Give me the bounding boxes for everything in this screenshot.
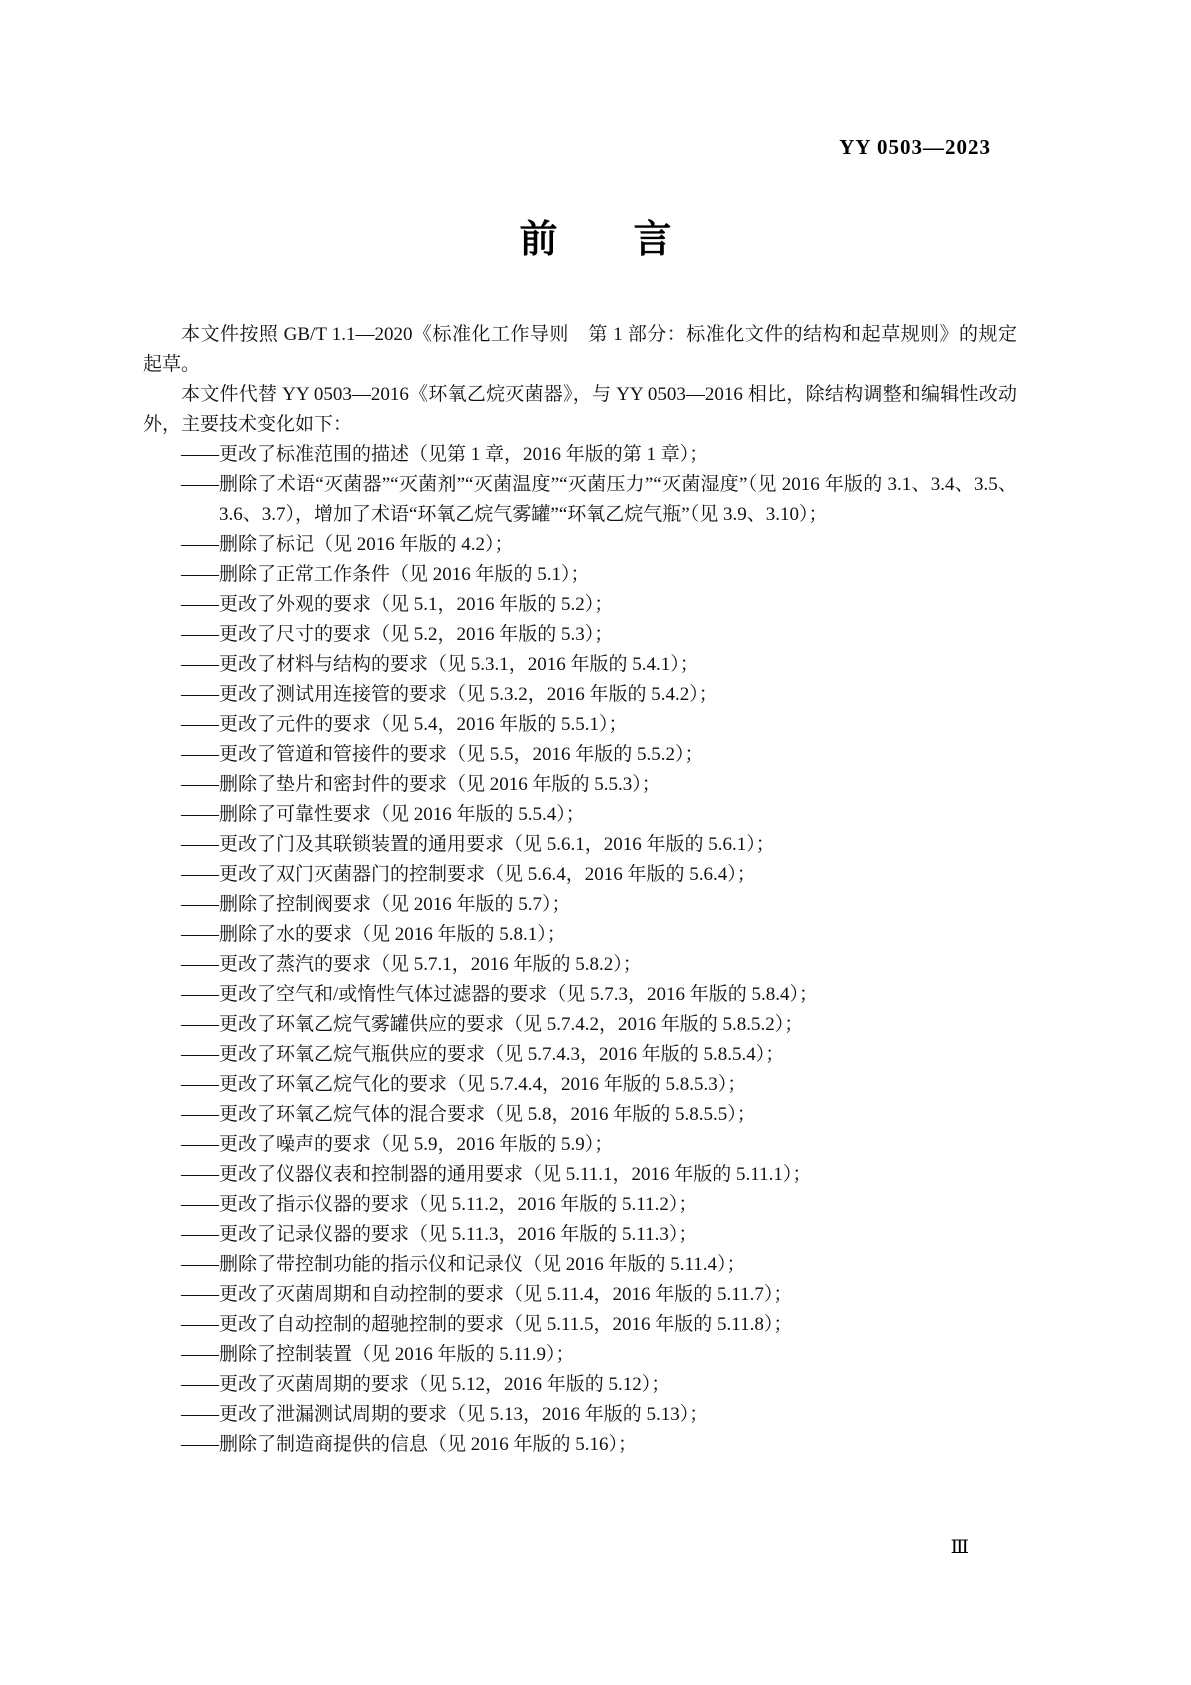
change-item [143,1370,1017,1400]
change-item-text: 更改了元件的要求（见 5.4，2016 年版的 5.5.1）； [219,714,628,735]
dash-marker: —— [181,1434,219,1455]
dash-marker: —— [181,594,219,615]
change-item [143,1010,1017,1040]
dash-marker: —— [181,684,219,705]
changes-list [143,440,1017,1460]
change-item [143,1310,1017,1340]
change-item [143,530,1017,560]
dash-marker: —— [181,654,219,675]
change-item [143,470,1017,530]
dash-marker: —— [181,834,219,855]
change-item-text: 删除了水的要求（见 2016 年版的 5.8.1）； [219,924,566,945]
dash-marker: —— [181,894,219,915]
change-item [143,710,1017,740]
change-item [143,650,1017,680]
change-item [143,1040,1017,1070]
change-item-text: 删除了标记（见 2016 年版的 4.2）； [219,534,514,555]
change-item [143,830,1017,860]
dash-marker: —— [181,1014,219,1035]
change-item-text: 删除了垫片和密封件的要求（见 2016 年版的 5.5.3）； [219,774,661,795]
dash-marker: —— [181,864,219,885]
change-item-text: 更改了灭菌周期的要求（见 5.12，2016 年版的 5.12）； [219,1374,671,1395]
dash-marker: —— [181,564,219,585]
change-item [143,1220,1017,1250]
change-item [143,1340,1017,1370]
change-item-text: 更改了空气和/或惰性气体过滤器的要求（见 5.7.3，2016 年版的 5.8.4）； [219,984,819,1005]
change-item-text: 更改了泄漏测试周期的要求（见 5.13，2016 年版的 5.13）； [219,1404,709,1425]
change-item-text: 删除了可靠性要求（见 2016 年版的 5.5.4）； [219,804,585,825]
dash-marker: —— [181,1374,219,1395]
dash-marker: —— [181,1164,219,1185]
change-item-text: 更改了指示仪器的要求（见 5.11.2，2016 年版的 5.11.2）； [219,1194,698,1215]
page-number: Ⅲ [950,1537,969,1558]
change-item [143,440,1017,470]
dash-marker: —— [181,924,219,945]
change-item-text: 删除了控制阀要求（见 2016 年版的 5.7）； [219,894,571,915]
dash-marker: —— [181,1284,219,1305]
dash-marker: —— [181,744,219,765]
change-item [143,1190,1017,1220]
dash-marker: —— [181,1194,219,1215]
intro-paragraph-1: 本文件按照 GB/T 1.1—2020《标准化工作导则 第 1 部分：标准化文件的结构和起草规则》的规定起草。 [143,324,1017,375]
change-item-text: 删除了带控制功能的指示仪和记录仪（见 2016 年版的 5.11.4）； [219,1254,746,1275]
dash-marker: —— [181,954,219,975]
change-item [143,800,1017,830]
change-item-text: 更改了管道和管接件的要求（见 5.5，2016 年版的 5.5.2）； [219,744,704,765]
change-item [143,1400,1017,1430]
dash-marker: —— [181,774,219,795]
change-item [143,1130,1017,1160]
change-item [143,980,1017,1010]
change-item-text: 更改了环氧乙烷气雾罐供应的要求（见 5.7.4.2，2016 年版的 5.8.5.2）； [219,1014,804,1035]
document-body [143,320,1017,1460]
change-item-text: 更改了测试用连接管的要求（见 5.3.2，2016 年版的 5.4.2）； [219,684,718,705]
change-item-text: 删除了控制装置（见 2016 年版的 5.11.9）； [219,1344,575,1365]
change-item-text: 删除了术语“灭菌器”“灭菌剂”“灭菌温度”“灭菌压力”“灭菌湿度”（见 2016 年版的 3.1、3.4、3.5、3.6、3.7），增加了术语“环氧乙烷气雾罐”“环氧乙烷气瓶”（见 3.9、3.10）； [219,474,1017,525]
dash-marker: —— [181,1254,219,1275]
change-item [143,560,1017,590]
change-item-text: 更改了灭菌周期和自动控制的要求（见 5.11.4，2016 年版的 5.11.7）； [219,1284,793,1305]
dash-marker: —— [181,804,219,825]
change-item-text: 更改了记录仪器的要求（见 5.11.3，2016 年版的 5.11.3）； [219,1224,698,1245]
change-item [143,1430,1017,1460]
dash-marker: —— [181,1134,219,1155]
change-item [143,770,1017,800]
change-item [143,1280,1017,1310]
change-item [143,950,1017,980]
dash-marker: —— [181,1074,219,1095]
standard-number: YY 0503—2023 [839,135,991,159]
change-item-text: 更改了环氧乙烷气化的要求（见 5.7.4.4，2016 年版的 5.8.5.3）； [219,1074,747,1095]
change-item [143,620,1017,650]
change-item-text: 更改了标准范围的描述（见第 1 章，2016 年版的第 1 章）； [219,444,709,465]
page-title: 前 言 [519,219,672,261]
change-item-text: 更改了仪器仪表和控制器的通用要求（见 5.11.1，2016 年版的 5.11.1）； [219,1164,812,1185]
dash-marker: —— [181,534,219,555]
change-item [143,1250,1017,1280]
change-item-text: 更改了材料与结构的要求（见 5.3.1，2016 年版的 5.4.1）； [219,654,699,675]
change-item-text: 更改了自动控制的超驰控制的要求（见 5.11.5，2016 年版的 5.11.8）； [219,1314,793,1335]
dash-marker: —— [181,1404,219,1425]
change-item [143,860,1017,890]
change-item [143,1160,1017,1190]
dash-marker: —— [181,624,219,645]
change-item-text: 删除了制造商提供的信息（见 2016 年版的 5.16）； [219,1434,638,1455]
change-item-text: 更改了双门灭菌器门的控制要求（见 5.6.4，2016 年版的 5.6.4）； [219,864,756,885]
dash-marker: —— [181,714,219,735]
change-item [143,890,1017,920]
change-item [143,740,1017,770]
change-item [143,920,1017,950]
change-item-text: 更改了外观的要求（见 5.1，2016 年版的 5.2）； [219,594,614,615]
dash-marker: —— [181,1344,219,1365]
change-item [143,680,1017,710]
change-item [143,590,1017,620]
change-item-text: 更改了环氧乙烷气瓶供应的要求（见 5.7.4.3，2016 年版的 5.8.5.4）； [219,1044,785,1065]
dash-marker: —— [181,1104,219,1125]
change-item-text: 删除了正常工作条件（见 2016 年版的 5.1）； [219,564,590,585]
change-item [143,1100,1017,1130]
dash-marker: —— [181,1044,219,1065]
dash-marker: —— [181,1224,219,1245]
dash-marker: —— [181,444,219,465]
change-item-text: 更改了噪声的要求（见 5.9，2016 年版的 5.9）； [219,1134,614,1155]
change-item-text: 更改了门及其联锁装置的通用要求（见 5.6.1，2016 年版的 5.6.1）； [219,834,775,855]
intro-paragraph-2: 本文件代替 YY 0503—2016《环氧乙烷灭菌器》，与 YY 0503—2016 相比，除结构调整和编辑性改动外，主要技术变化如下： [143,384,1017,435]
change-item-text: 更改了尺寸的要求（见 5.2，2016 年版的 5.3）； [219,624,614,645]
change-item-text: 更改了环氧乙烷气体的混合要求（见 5.8，2016 年版的 5.8.5.5）； [219,1104,756,1125]
dash-marker: —— [181,984,219,1005]
dash-marker: —— [181,474,219,495]
change-item [143,1070,1017,1100]
dash-marker: —— [181,1314,219,1335]
change-item-text: 更改了蒸汽的要求（见 5.7.1，2016 年版的 5.8.2）； [219,954,642,975]
